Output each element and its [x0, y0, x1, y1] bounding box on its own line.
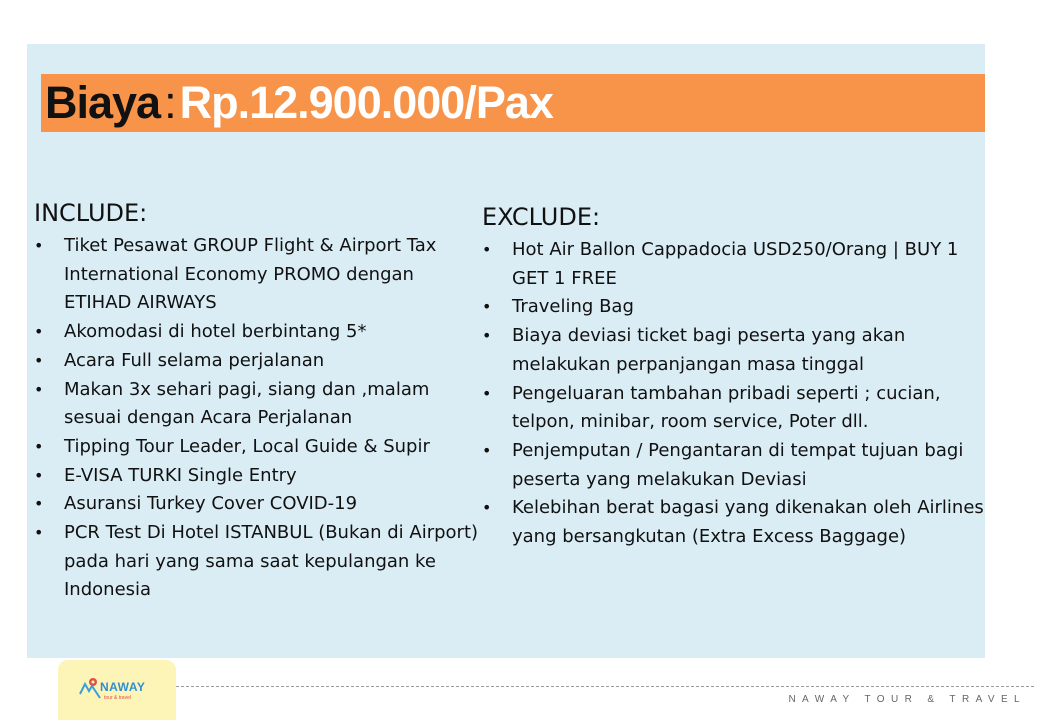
price-label: Biaya — [45, 77, 161, 128]
price-heading — [45, 77, 553, 129]
list-item: • E-VISA TURKI Single Entry — [34, 462, 479, 491]
footer-divider — [176, 686, 1034, 687]
list-item: • Asuransi Turkey Cover COVID-19 — [34, 490, 479, 519]
exclude-list — [482, 236, 987, 552]
list-item: • Hot Air Ballon Cappadocia USD250/Orang | BUY 1 GET 1 FREE — [482, 236, 987, 293]
price-value: Rp.12.900.000/Pax — [179, 77, 553, 128]
list-item: • Tiket Pesawat GROUP Flight & Airport Tax International Economy PROMO dengan ETIHAD AIRWAYS — [34, 232, 479, 318]
include-heading: INCLUDE: — [34, 199, 148, 227]
exclude-section — [482, 202, 987, 552]
list-item: • Akomodasi di hotel berbintang 5* — [34, 318, 479, 347]
list-item: • Acara Full selama perjalanan — [34, 347, 479, 376]
price-colon: : — [164, 77, 176, 128]
price-banner — [41, 74, 985, 132]
list-item: • Tipping Tour Leader, Local Guide & Supir — [34, 433, 479, 462]
include-list — [34, 232, 479, 605]
list-item: • Pengeluaran tambahan pribadi seperti ; cucian, telpon, minibar, room service, Poter dll. — [482, 380, 987, 437]
list-item: • Makan 3x sehari pagi, siang dan ,malam sesuai dengan Acara Perjalanan — [34, 376, 479, 433]
list-item: • Penjemputan / Pengantaran di tempat tujuan bagi peserta yang melakukan Deviasi — [482, 437, 987, 494]
logo-tagline: tour & travel — [104, 695, 131, 701]
include-section — [34, 198, 479, 605]
exclude-heading: EXCLUDE: — [482, 203, 601, 231]
map-pin-icon — [78, 676, 102, 702]
list-item: • PCR Test Di Hotel ISTANBUL (Bukan di Airport) pada hari yang sama saat kepulangan ke Indonesia — [34, 519, 479, 605]
list-item: • Kelebihan berat bagasi yang dikenakan oleh Airlines yang bersangkutan (Extra Excess Baggage) — [482, 494, 987, 551]
logo-name: NAWAY — [100, 680, 146, 694]
list-item: • Biaya deviasi ticket bagi peserta yang akan melakukan perpanjangan masa tinggal — [482, 322, 987, 379]
footer-brand: NAWAY TOUR & TRAVEL — [788, 694, 1026, 705]
list-item: • Traveling Bag — [482, 293, 987, 322]
